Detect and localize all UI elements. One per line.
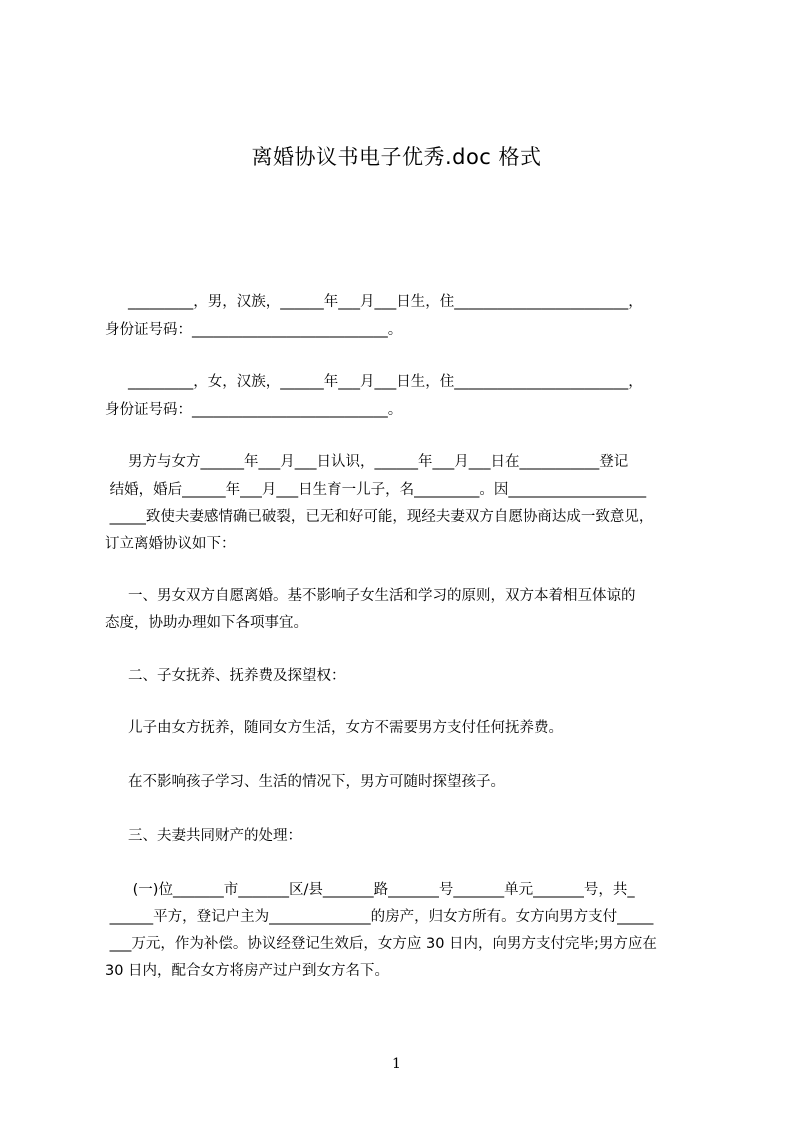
visitation-paragraph: 在不影响孩子学习、生活的情况下，男方可随时探望孩子。 bbox=[105, 774, 506, 790]
intro-paragraph-line: 结婚，婚后______年___月___日生育一儿子，名_________。因___________________ bbox=[105, 482, 647, 498]
intro-paragraph-line: 订立离婚协议如下： bbox=[105, 536, 236, 552]
document-title: 离婚协议书电子优秀.doc 格式 bbox=[251, 145, 542, 169]
party-male-id-line: 身份证号码：___________________________。 bbox=[105, 322, 403, 338]
clause-one-line: 一、男女双方自愿离婚。基不影响子女生活和学习的原则，双方本着相互体谅的 bbox=[105, 588, 636, 604]
clause-two-heading: 二、子女抚养、抚养费及探望权： bbox=[105, 668, 346, 684]
property-paragraph-line: 30 日内，配合女方将房产过户到女方名下。 bbox=[105, 963, 390, 979]
page-number: 1 bbox=[392, 1056, 401, 1072]
party-female-id-line: 身份证号码：___________________________。 bbox=[105, 402, 403, 418]
party-male-line: _________，男，汉族，______年___月___日生，住________________________， bbox=[105, 294, 643, 310]
intro-paragraph-line: 男方与女方______年___月___日认识，______年___月___日在___________登记 bbox=[105, 454, 629, 470]
intro-paragraph-line: _____致使夫妻感情确已破裂，已无和好可能，现经夫妻双方自愿协商达成一致意见， bbox=[105, 509, 654, 525]
custody-paragraph: 儿子由女方抚养，随同女方生活，女方不需要男方支付任何抚养费。 bbox=[105, 720, 564, 736]
party-female-line: _________，女，汉族，______年___月___日生，住________________________， bbox=[105, 374, 643, 390]
clause-three-heading: 三、夫妻共同财产的处理： bbox=[105, 828, 303, 844]
property-paragraph-line: (一)位_______市_______区/县_______路_______号_______单元_______号，共_ bbox=[105, 882, 635, 898]
property-paragraph-line: ___万元，作为补偿。协议经登记生效后，女方应 30 日内，向男方支付完毕;男方应在 bbox=[105, 936, 657, 952]
property-paragraph-line: ______平方，登记户主为______________的房产，归女方所有。女方向男方支付_____ bbox=[105, 909, 654, 925]
clause-one-line: 态度，协助办理如下各项事宜。 bbox=[105, 615, 308, 631]
